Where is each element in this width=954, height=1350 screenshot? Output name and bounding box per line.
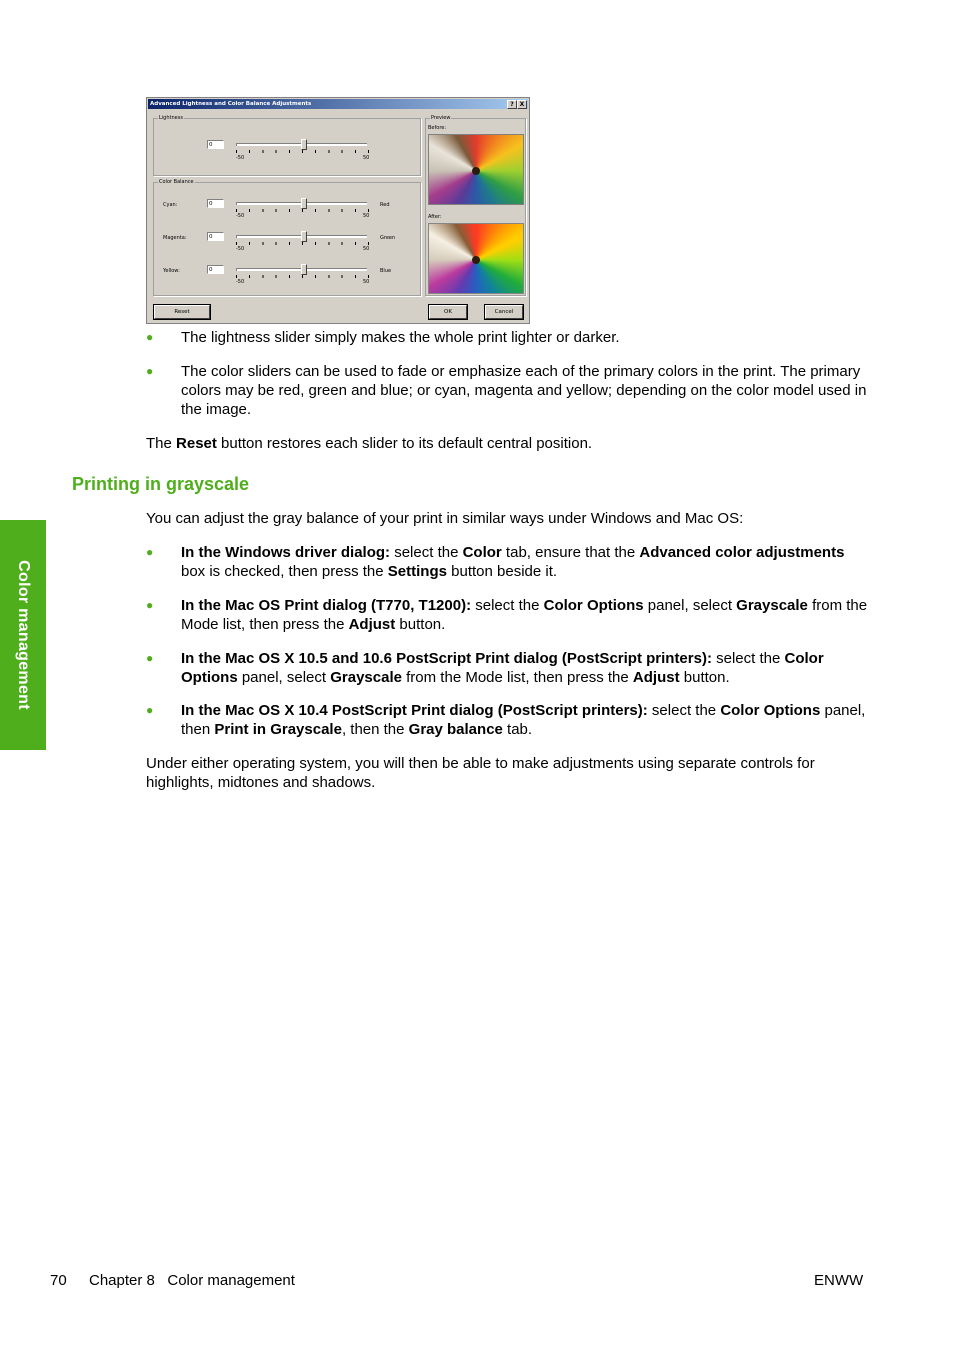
- reset-button[interactable]: Reset: [154, 305, 210, 319]
- footer-right: ENWW: [814, 1272, 864, 1289]
- item-bold: Grayscale: [736, 597, 808, 614]
- bullet-dot: ●: [146, 703, 154, 717]
- magenta-input[interactable]: 0: [207, 232, 224, 241]
- item-text: box is checked, then press the: [181, 563, 388, 580]
- lightness-input[interactable]: 0: [207, 140, 224, 149]
- item-text: panel, then: [181, 702, 866, 738]
- magenta-ticks: [236, 242, 369, 245]
- reset-post: button restores each slider to its default central position.: [216, 435, 593, 452]
- footer-chapter: Chapter 8 Color management: [89, 1272, 295, 1289]
- bullet-dot: ●: [146, 545, 154, 559]
- cyan-slider-thumb[interactable]: [301, 198, 307, 209]
- yellow-input[interactable]: 0: [207, 265, 224, 274]
- bullet-dot: ●: [146, 330, 154, 344]
- intro-paragraph: You can adjust the gray balance of your print in similar ways under Windows and Mac OS:: [146, 510, 744, 527]
- lightness-group-label: Lightness: [159, 115, 183, 121]
- item-bold: Grayscale: [330, 669, 402, 686]
- yellow-ticks: [236, 275, 369, 278]
- help-button[interactable]: ?: [507, 100, 517, 109]
- list-item: [181, 543, 871, 581]
- item-bold: Adjust: [632, 669, 680, 686]
- item-text: select the: [390, 544, 463, 561]
- item-bold: Color Options: [543, 597, 644, 614]
- page-number: 70: [50, 1272, 67, 1289]
- lightness-group: [153, 115, 421, 176]
- after-preview-image: [428, 223, 524, 294]
- item-text: tab, ensure that the: [501, 544, 640, 561]
- yellow-label: Yellow:: [163, 268, 180, 274]
- item-text: select the: [471, 597, 544, 614]
- before-preview-image: [428, 134, 524, 205]
- item-text: from the Mode list, then press the: [181, 597, 868, 633]
- blue-label: Blue: [380, 268, 392, 274]
- magenta-label: Magenta:: [163, 235, 187, 241]
- chapter-side-tab: [0, 520, 46, 750]
- dialog-titlebar: [148, 99, 528, 109]
- before-label: Before:: [428, 125, 447, 131]
- lightness-max: 50: [363, 155, 370, 161]
- magenta-min: -50: [236, 246, 245, 252]
- item-lead: In the Windows driver dialog:: [181, 544, 391, 561]
- cyan-input[interactable]: 0: [207, 199, 224, 208]
- item-text: from the Mode list, then press the: [401, 669, 633, 686]
- preview-group-label: Preview: [431, 115, 451, 121]
- list-item: [181, 701, 871, 739]
- item-text: button.: [395, 616, 446, 633]
- item-text: button.: [679, 669, 730, 686]
- reset-paragraph: [146, 434, 871, 453]
- item-lead: In the Mac OS X 10.5 and 10.6 PostScript Print dialog (PostScript printers):: [181, 650, 712, 667]
- closing-paragraph: Under either operating system, you will then be able to make adjustments using separate controls for highlights, midtones and shadows.: [146, 755, 815, 791]
- cyan-max: 50: [363, 213, 370, 219]
- list-item: The color sliders can be used to fade or emphasize each of the primary colors in the print. The primary colors may be red, green and blue; or cyan, magenta and yellow; depending on the color model used in the image.: [181, 363, 867, 418]
- item-bold: Color Options: [181, 650, 824, 686]
- list-item: The lightness slider simply makes the whole print lighter or darker.: [181, 329, 620, 346]
- bullet-dot: ●: [146, 651, 154, 665]
- list-item: [181, 596, 871, 634]
- item-text: select the: [647, 702, 721, 719]
- item-bold: Color: [462, 544, 502, 561]
- color-balance-group-label: Color Balance: [159, 179, 194, 185]
- cancel-button[interactable]: Cancel: [485, 305, 523, 319]
- yellow-slider-thumb[interactable]: [301, 264, 307, 275]
- cyan-label: Cyan:: [163, 202, 178, 208]
- yellow-max: 50: [363, 279, 370, 285]
- item-bold: Color Options: [720, 702, 821, 719]
- magenta-max: 50: [363, 246, 370, 252]
- item-bold: Adjust: [348, 616, 396, 633]
- item-text: select the: [711, 650, 785, 667]
- item-text: panel, select: [643, 597, 737, 614]
- color-balance-dialog: [146, 97, 530, 324]
- item-text: button beside it.: [446, 563, 558, 580]
- reset-pre: The: [146, 435, 177, 452]
- bullet-dot: ●: [146, 364, 154, 378]
- red-label: Red: [380, 202, 390, 208]
- after-label: After:: [428, 214, 442, 220]
- cyan-ticks: [236, 209, 369, 212]
- green-label: Green: [380, 235, 396, 241]
- list-item: [181, 649, 871, 687]
- item-bold: Gray balance: [408, 721, 503, 738]
- cyan-min: -50: [236, 213, 245, 219]
- ok-button[interactable]: OK: [429, 305, 467, 319]
- bullet-dot: ●: [146, 598, 154, 612]
- item-text: panel, select: [237, 669, 331, 686]
- magenta-slider-thumb[interactable]: [301, 231, 307, 242]
- color-balance-group: [153, 179, 421, 296]
- item-text: , then the: [341, 721, 409, 738]
- reset-bold: Reset: [176, 435, 217, 452]
- item-bold: Advanced color adjustments: [639, 544, 845, 561]
- item-lead: In the Mac OS X 10.4 PostScript Print dialog (PostScript printers):: [181, 702, 648, 719]
- lightness-min: -50: [236, 155, 245, 161]
- item-bold: Settings: [387, 563, 447, 580]
- item-lead: In the Mac OS Print dialog (T770, T1200):: [181, 597, 472, 614]
- item-bold: Print in Grayscale: [214, 721, 342, 738]
- lightness-slider-thumb[interactable]: [301, 139, 307, 150]
- close-button[interactable]: X: [517, 100, 527, 109]
- yellow-min: -50: [236, 279, 245, 285]
- preview-group: [425, 115, 526, 296]
- dialog-title: Advanced Lightness and Color Balance Adjustments: [150, 101, 312, 107]
- side-tab-label: Color management: [15, 560, 32, 710]
- section-heading: Printing in grayscale: [72, 474, 250, 494]
- lightness-ticks: [236, 150, 369, 153]
- item-text: tab.: [502, 721, 533, 738]
